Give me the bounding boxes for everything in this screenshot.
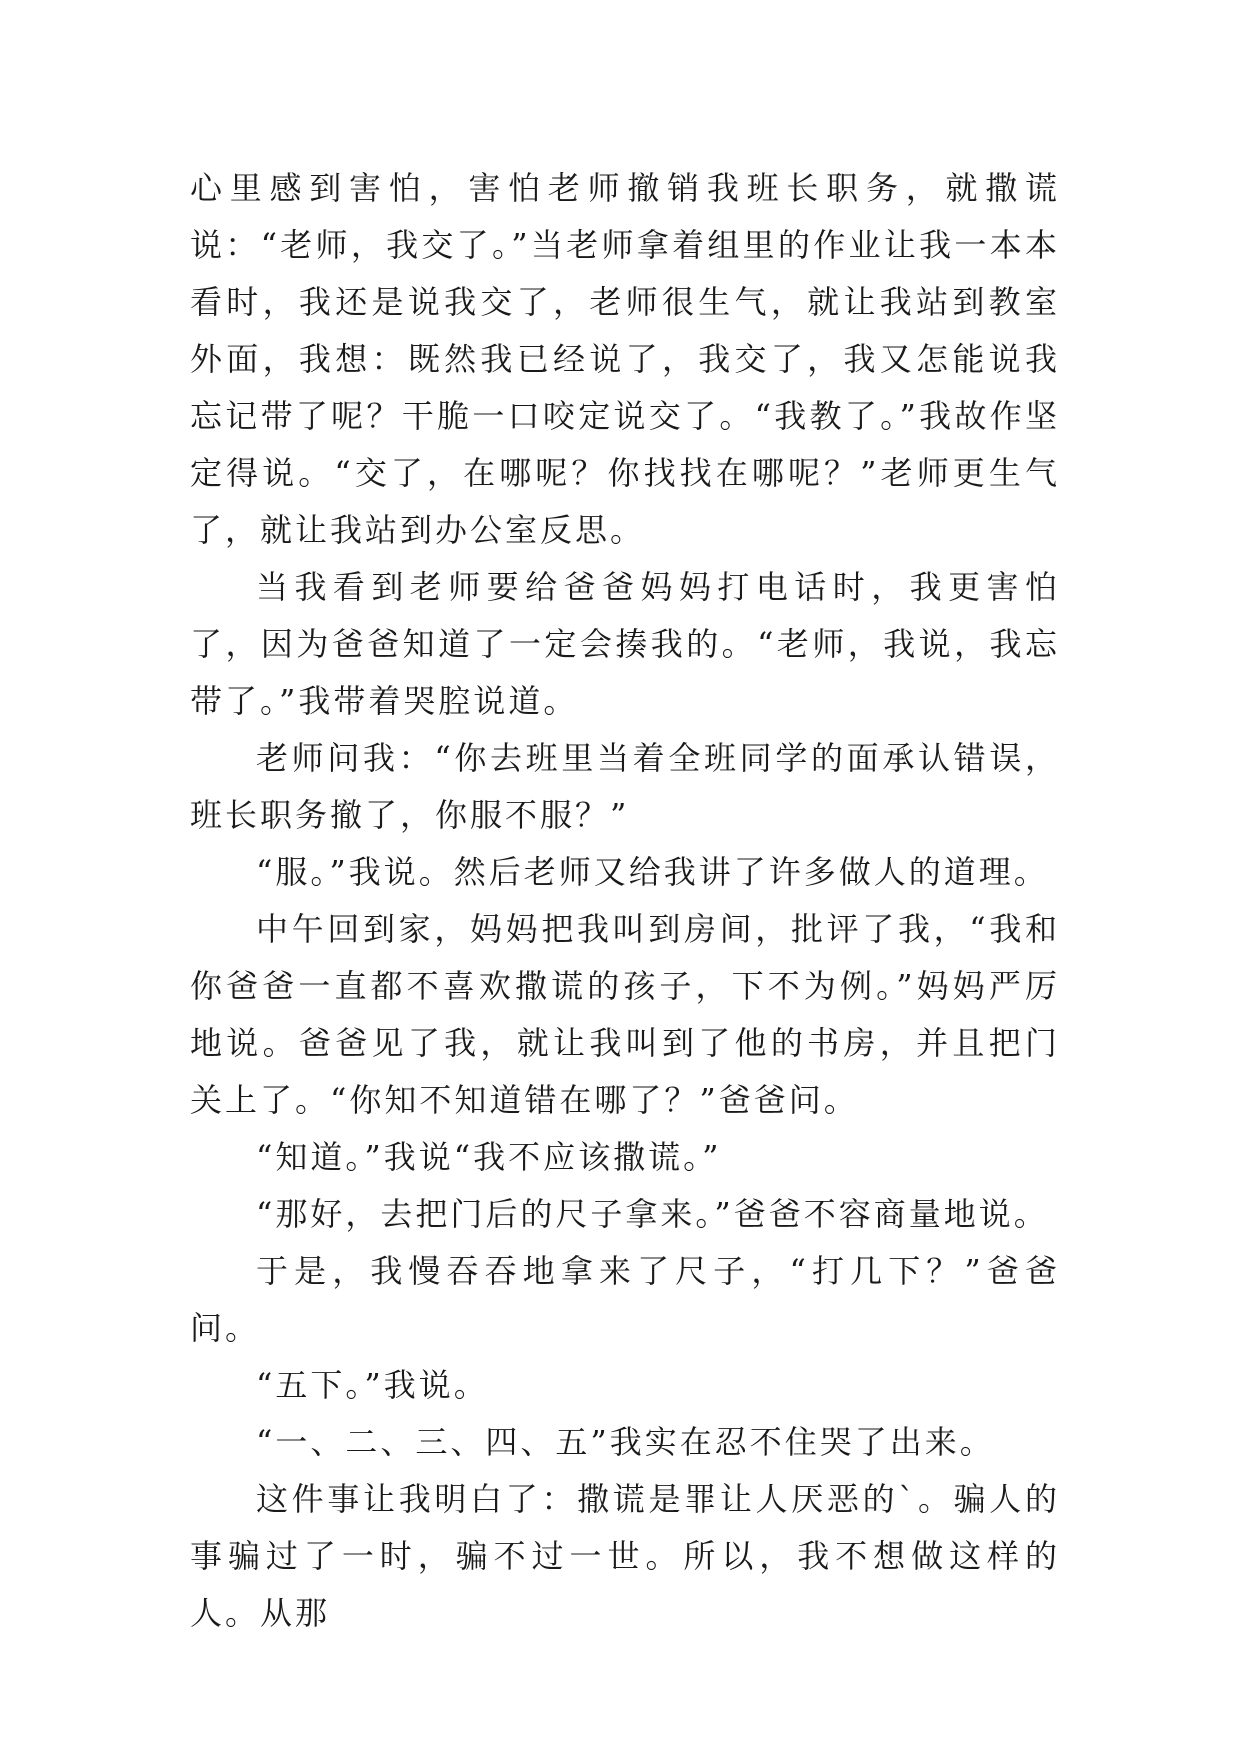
document-body	[190, 160, 1060, 1642]
paragraph: 这件事让我明白了：撒谎是罪让人厌恶的`。骗人的事骗过了一时，骗不过一世。所以，我不想做这样的人。从那	[190, 1480, 1060, 1632]
paragraph: 中午回到家，妈妈把我叫到房间，批评了我，“我和你爸爸一直都不喜欢撒谎的孩子，下不为例。”妈妈严厉地说。爸爸见了我，就让我叫到了他的书房，并且把门关上了。“你知不知道错在哪了？”爸爸问。	[190, 910, 1060, 1119]
paragraph: “服。”我说。然后老师又给我讲了许多做人的道理。	[256, 853, 1049, 891]
paragraph: 心里感到害怕，害怕老师撤销我班长职务，就撒谎说：“老师，我交了。”当老师拿着组里的作业让我一本本看时，我还是说我交了，老师很生气，就让我站到教室外面，我想：既然我已经说了，我交了，我又怎能说我忘记带了呢？干脆一口咬定说交了。“我教了。”我故作坚定得说。“交了，在哪呢？你找找在哪呢？”老师更生气了，就让我站到办公室反思。	[190, 169, 1060, 549]
paragraph: “知道。”我说“我不应该撒谎。”	[256, 1138, 722, 1176]
paragraph: “那好，去把门后的尺子拿来。”爸爸不容商量地说。	[256, 1195, 1049, 1233]
paragraph: 于是，我慢吞吞地拿来了尺子，“打几下？”爸爸问。	[190, 1252, 1060, 1347]
paragraph: 当我看到老师要给爸爸妈妈打电话时，我更害怕了，因为爸爸知道了一定会揍我的。“老师，我说，我忘带了。”我带着哭腔说道。	[190, 568, 1060, 720]
paragraph: 老师问我：“你去班里当着全班同学的面承认错误，班长职务撤了，你服不服？”	[190, 739, 1060, 834]
paragraph: “一、二、三、四、五”我实在忍不住哭了出来。	[256, 1423, 995, 1461]
paragraph: “五下。”我说。	[256, 1366, 489, 1404]
